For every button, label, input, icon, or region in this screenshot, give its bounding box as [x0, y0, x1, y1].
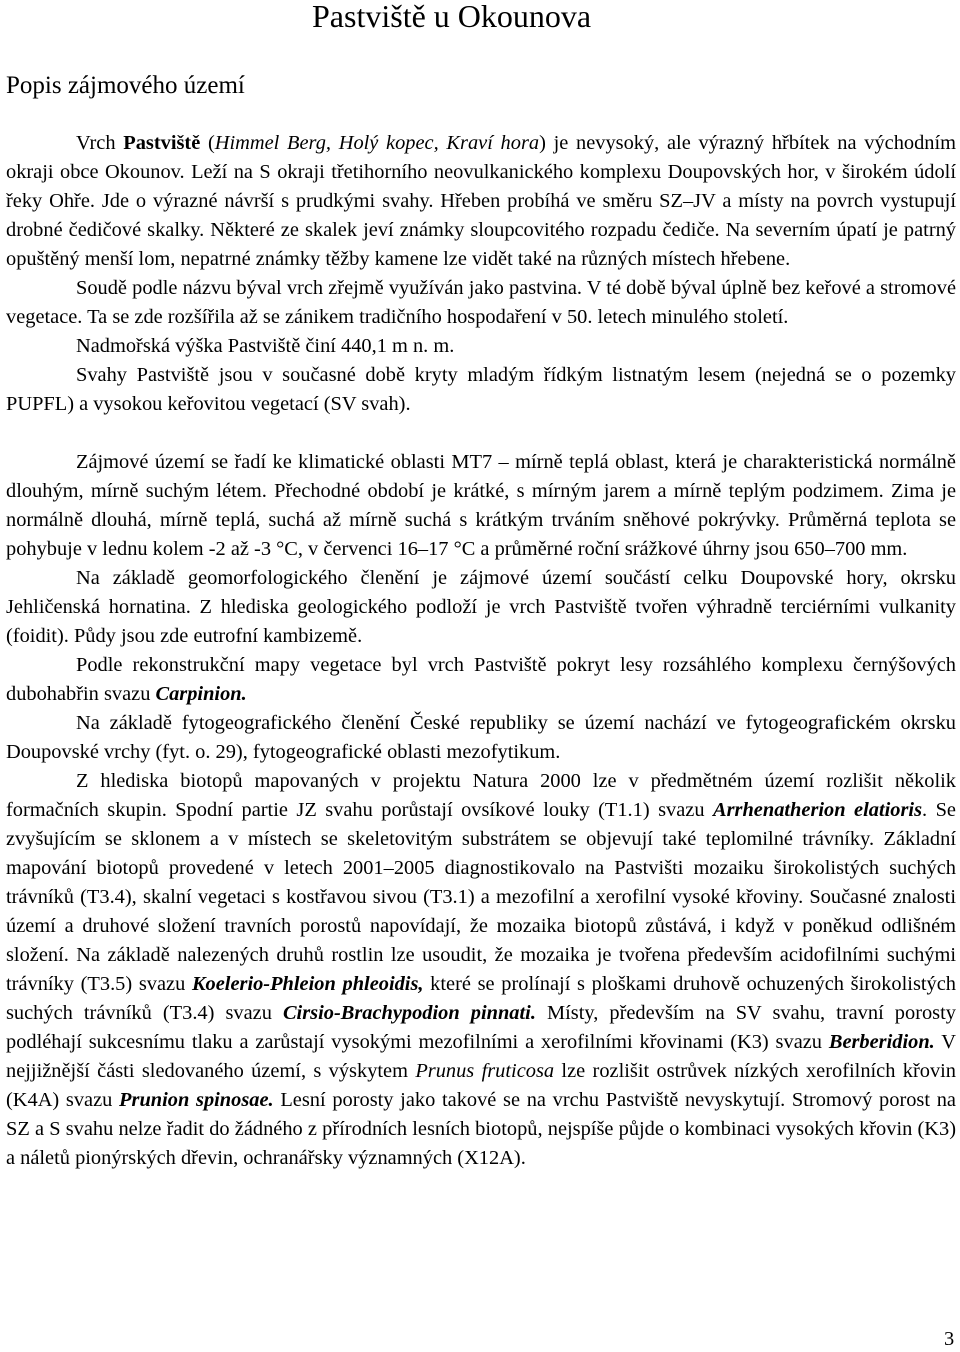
bold-term: Pastviště [123, 132, 201, 154]
paragraph [6, 448, 956, 564]
paragraph [6, 361, 956, 419]
text-run: Na základě geomorfologického členění je zájmové území součástí celku Doupovské hory, okrsku Jehličenská hornatina. Z hlediska geologického podloží je vrch Pastviště tvořen výhradně terciérními vulkanity (foidit). Půdy jsou zde eutrofní kambizemě. [6, 567, 956, 647]
text-run: Nadmořská výška Pastviště činí 440,1 m n. m. [76, 335, 455, 357]
bold-italic-term: Koelerio-Phleion phleoidis, [191, 973, 424, 995]
text-run: Na základě fytogeografického členění České republiky se území nachází ve fytogeografickém okrsku Doupovské vrchy (fyt. o. 29), fytogeografické oblasti mezofytikum. [6, 712, 956, 763]
paragraph [6, 564, 956, 651]
text-run: V nejjižnější části sledovaného území, s výskytem [6, 1031, 956, 1082]
text-run: Lesní porosty jako takové se na vrchu Pastviště nevyskytují. Stromový porost na SZ a S svahu nelze řadit do žádného z přírodních lesních biotopů, nejspíše půjde o kombinaci vysokých křovin (K3) a náletů pionýrských dřevin, ochranářsky významných (X12A). [6, 1089, 956, 1169]
text-run: lze rozlišit ostrůvek nízkých xerofilních křovin (K4A) svazu [6, 1060, 957, 1111]
text-run: Z hlediska biotopů mapovaných v projektu Natura 2000 lze v předmětném území rozlišit několik formačních skupin. Spodní partie JZ svahu porůstají ovsíkové louky (T1.1) svazu [6, 770, 956, 821]
page-number: 3 [944, 1328, 955, 1350]
text-run: ) je nevysoký, ale výrazný hřbítek na východním okraji obce Okounov. Leží na S okraji třetihorního neovulkanického komplexu Doupovských hor, v širokém údolí řeky Ohře. Jde o výrazné návrší s prudkými svahy. Hřeben probíhá ve směru SZ–JV a místy na povrch vystupují drobné čedičové skalky. Některé ze skalek jeví známky sloupcovitého rozpadu čediče. Na severním úpatí je patrný opuštěný menší lom, nepatrné známky těžby kamene lze vidět také na různých místech hřebene. [6, 132, 957, 270]
bold-italic-term: Carpinion. [155, 683, 247, 705]
bold-italic-term: Berberidion. [828, 1031, 935, 1053]
bold-italic-term: Arrhenatherion elatioris [713, 799, 923, 821]
text-run: Vrch [76, 132, 124, 154]
text-run: ( [200, 132, 215, 154]
italic-term: Himmel Berg, Holý kopec, Kraví hora [214, 132, 540, 154]
italic-term: Prunus fruticosa [415, 1060, 555, 1082]
text-run: Svahy Pastviště jsou v současné době kryty mladým řídkým listnatým lesem (nejedná se o pozemky PUPFL) a vysokou keřovitou vegetací (SV svah). [6, 364, 956, 415]
paragraph [6, 651, 956, 709]
text-run: Podle rekonstrukční mapy vegetace byl vrch Pastviště pokryt lesy rozsáhlého komplexu černýšových dubohabřin svazu [6, 654, 956, 705]
section-heading: Popis zájmového území [6, 72, 245, 99]
paragraph [6, 274, 956, 332]
bold-italic-term: Prunion spinosae. [119, 1089, 274, 1111]
paragraph [6, 332, 956, 361]
paragraph [6, 767, 956, 1173]
bold-italic-term: Cirsio-Brachypodion pinnati. [282, 1002, 536, 1024]
text-run: Místy, především na SV svahu, travní porosty podléhají sukcesnímu tlaku a zarůstají vysokými mezofilními a xerofilními křovinami (K3) svazu [6, 1002, 956, 1053]
text-run: které se prolínají s ploškami druhově ochuzených širokolistých suchých trávníků (T3.4) svazu [6, 973, 956, 1024]
paragraph [6, 129, 956, 274]
page-title: Pastviště u Okounova [312, 0, 592, 34]
body-text [6, 129, 956, 1173]
text-run: Soudě podle názvu býval vrch zřejmě využíván jako pastvina. V té době býval úplně bez keřové a stromové vegetace. Ta se zde rozšířila až se zánikem tradičního hospodaření v 50. letech minulého století. [6, 277, 956, 328]
paragraph [6, 709, 956, 767]
text-run: . Se zvyšujícím se sklonem a v místech se skeletovitým substrátem se objevují také teplomilné trávníky. Základní mapování biotopů provedené v letech 2001–2005 diagnostikovalo na Pastvišti mozaiku širokolistých suchých trávníků (T3.4), skalní vegetaci s kostřavou sivou (T3.1) a mezofilní a xerofilní vysoké křoviny. Současné znalosti území a druhové složení travních porostů napovídají, že mozaika biotopů zůstává, i když v poněkud odlišném složení. Na základě nalezených druhů rostlin lze usoudit, že mozaika je tvořena především acidofilními suchými trávníky (T3.5) svazu [6, 799, 956, 995]
text-run: Zájmové území se řadí ke klimatické oblasti MT7 – mírně teplá oblast, která je charakteristická normálně dlouhým, mírně suchým létem. Přechodné období je krátké, s mírným jarem a mírně teplým podzimem. Zima je normálně dlouhá, mírně teplá, suchá až mírně suchá s krátkým trváním sněhové pokrývky. Průměrná teplota se pohybuje v lednu kolem -2 až -3 °C, v červenci 16–17 °C a průměrné roční srážkové úhrny jsou 650–700 mm. [6, 451, 956, 560]
